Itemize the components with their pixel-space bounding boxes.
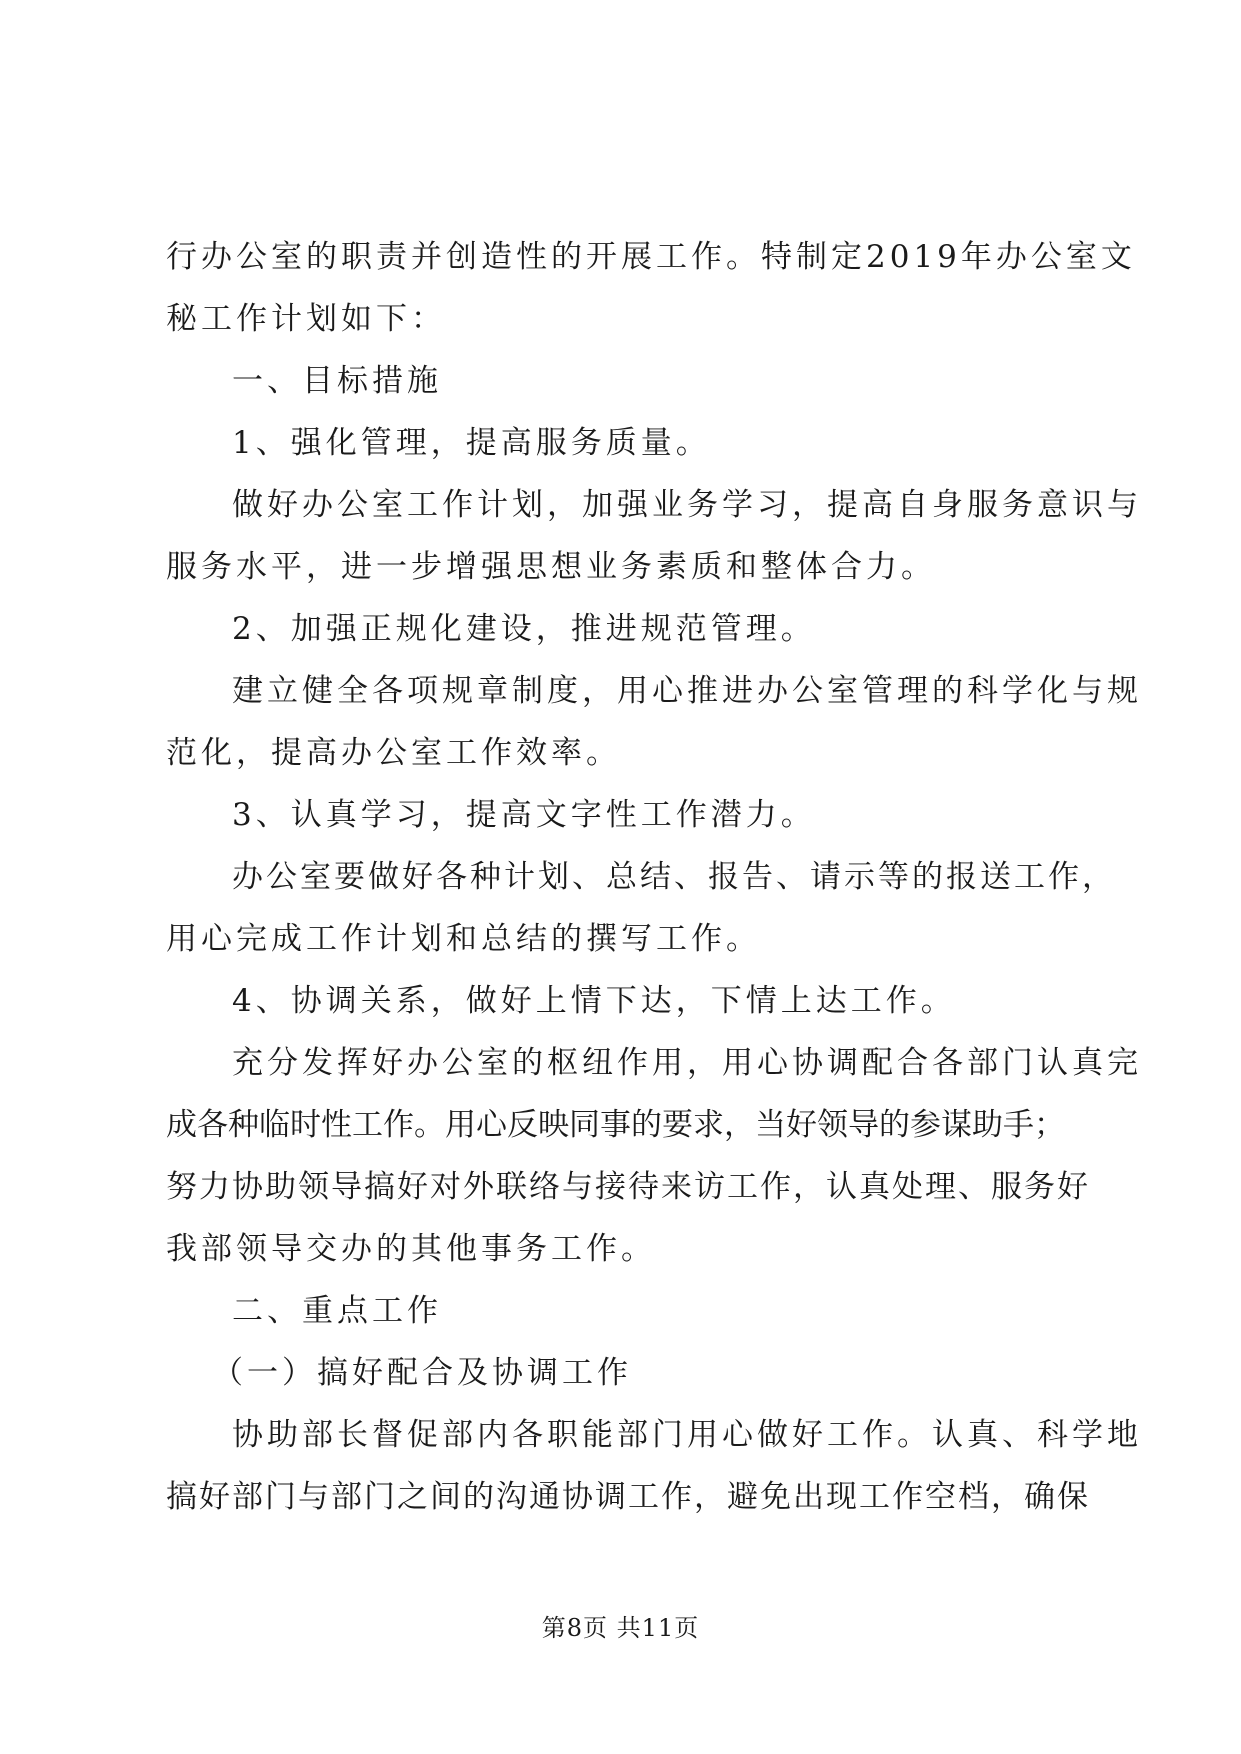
text-line: 办公室要做好各种计划、总结、报告、请示等的报送工作， [232, 859, 1116, 895]
text-line: 建立健全各项规章制度，用心推进办公室管理的科学化与规 [232, 673, 1142, 709]
item-heading: 3、认真学习，提高文字性工作潜力。 [232, 797, 816, 833]
text-line: 我部领导交办的其他事务工作。 [166, 1231, 656, 1267]
subsection-heading: （一）搞好配合及协调工作 [212, 1355, 632, 1391]
item-heading: 1、强化管理，提高服务质量。 [232, 425, 711, 461]
page-number-footer: 第8页 共11页 [541, 1614, 700, 1642]
document-body [166, 226, 1142, 1528]
text-line: 范化，提高办公室工作效率。 [166, 735, 621, 771]
text-line: 协助部长督促部内各职能部门用心做好工作。认真、科学地 [232, 1417, 1142, 1453]
text-line: 行办公室的职责并创造性的开展工作。特制定2019年办公室文 [166, 239, 1136, 275]
text-line: 努力协助领导搞好对外联络与接待来访工作，认真处理、服务好 [166, 1169, 1090, 1205]
text-line: 充分发挥好办公室的枢纽作用，用心协调配合各部门认真完 [232, 1045, 1142, 1081]
section-heading: 一、目标措施 [232, 363, 442, 399]
text-line: 用心完成工作计划和总结的撰写工作。 [166, 921, 761, 957]
text-line: 秘工作计划如下： [166, 301, 446, 337]
text-line: 服务水平，进一步增强思想业务素质和整体合力。 [166, 549, 936, 585]
item-heading: 2、加强正规化建设，推进规范管理。 [232, 611, 816, 647]
item-heading: 4、协调关系，做好上情下达，下情上达工作。 [232, 983, 956, 1019]
text-line: 做好办公室工作计划，加强业务学习，提高自身服务意识与 [232, 487, 1142, 523]
text-line: 成各种临时性工作。用心反映同事的要求，当好领导的参谋助手； [166, 1107, 1065, 1143]
text-line: 搞好部门与部门之间的沟通协调工作，避免出现工作空档，确保 [166, 1479, 1090, 1515]
section-heading: 二、重点工作 [232, 1293, 442, 1329]
